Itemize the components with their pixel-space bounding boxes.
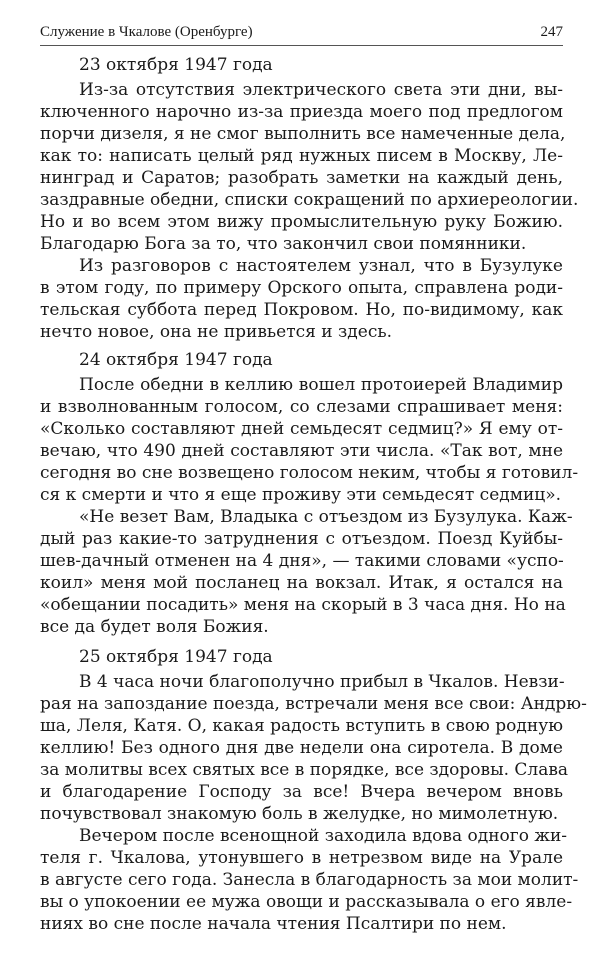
text-line: порчи дизеля, я не смог выполнить все намеченные дела, [40,124,566,144]
page-body [40,54,587,935]
page-number: 247 [540,24,563,40]
running-header [40,20,563,44]
text-line: В 4 часа ночи благополучно прибыл в Чкалов. Невзи- [79,672,565,692]
text-line: шев-дачный отменен на 4 дня», — такими словами «успо- [40,551,564,571]
text-line: Но и во всем этом вижу промыслительную руку Божию. [40,212,563,232]
text-line: сегодня во сне возвещено голосом неким, чтобы я готовил- [40,463,579,483]
entry-date-heading: 24 октября 1947 года [79,350,273,370]
paragraph [40,374,579,506]
text-line: ся к смерти и что я еще проживу эти семьдесят седмиц». [40,485,562,505]
text-line: ниях во сне после начала чтения Псалтири по нем. [40,914,507,934]
text-line: и взволнованным голосом, со слезами спрашивает меня: [40,397,563,417]
text-line: После обедни в келлию вошел протоиерей Владимир [79,375,563,395]
text-line: в этом году, по примеру Орского опыта, справлена роди- [40,278,563,298]
paragraph [40,255,563,343]
entry-date-heading: 25 октября 1947 года [79,647,273,667]
text-line: «обещании посадить» меня на скорый в 3 часа дня. Но на [40,595,566,615]
text-line: рая на запоздание поезда, встречали меня все свои: Андрю- [40,694,587,714]
text-line: вечаю, что 490 дней составляют эти числа. «Так вот, мне [40,441,563,461]
text-line: тельская суббота перед Покровом. Но, по-видимому, как [40,300,563,320]
paragraph [40,506,573,638]
text-line: келлию! Без одного дня две недели она сиротела. В доме [40,738,563,758]
text-line: все да будет воля Божия. [40,617,269,637]
text-line: Из-за отсутствия электрического света эти дни, вы- [79,80,563,100]
text-line: и благодарение Господу за все! Вчера вечером вновь [40,782,563,802]
text-line: ключенного нарочно из-за приезда моего под предлогом [40,102,563,122]
text-line: теля г. Чкалова, утонувшего в нетрезвом виде на Урале [40,848,563,868]
text-line: почувствовал знакомую боль в желудке, но мимолетную. [40,804,559,824]
text-line: «Не везет Вам, Владыка с отъездом из Бузулука. Каж- [79,507,573,527]
text-line: нинград и Саратов; разобрать заметки на каждый день, [40,168,563,188]
header-rule [40,45,563,46]
text-line: Благодарю Бога за то, что закончил свои помянники. [40,234,527,254]
text-line: нечто новое, она не привьется и здесь. [40,322,393,342]
entry-date-heading: 23 октября 1947 года [79,55,273,75]
paragraph [40,825,579,935]
text-line: ша, Леля, Катя. О, какая радость вступить в свою родную [40,716,563,736]
text-line: заздравные обедни, списки сокращений по архиереологии. [40,190,579,210]
paragraph [40,671,587,825]
running-header-title: Служение в Чкалове (Оренбурге) [40,24,253,40]
paragraph [40,79,579,255]
text-line: Из разговоров с настоятелем узнал, что в Бузулуке [79,256,563,276]
text-line: за молитвы всех святых все в порядке, все здоровы. Слава [40,760,569,780]
text-line: коил» меня мой посланец на вокзал. Итак, я остался на [40,573,563,593]
text-line: как то: написать целый ряд нужных писем в Москву, Ле- [40,146,563,166]
text-line: «Сколько составляют дней семьдесят седмиц?» Я ему от- [40,419,563,439]
text-line: Вечером после всенощной заходила вдова одного жи- [79,826,568,846]
text-line: в августе сего года. Занесла в благодарность за мои молит- [40,870,579,890]
text-line: вы о упокоении ее мужа овощи и рассказывала о его явле- [40,892,573,912]
text-line: дый раз какие-то затруднения с отъездом. Поезд Куйбы- [40,529,563,549]
